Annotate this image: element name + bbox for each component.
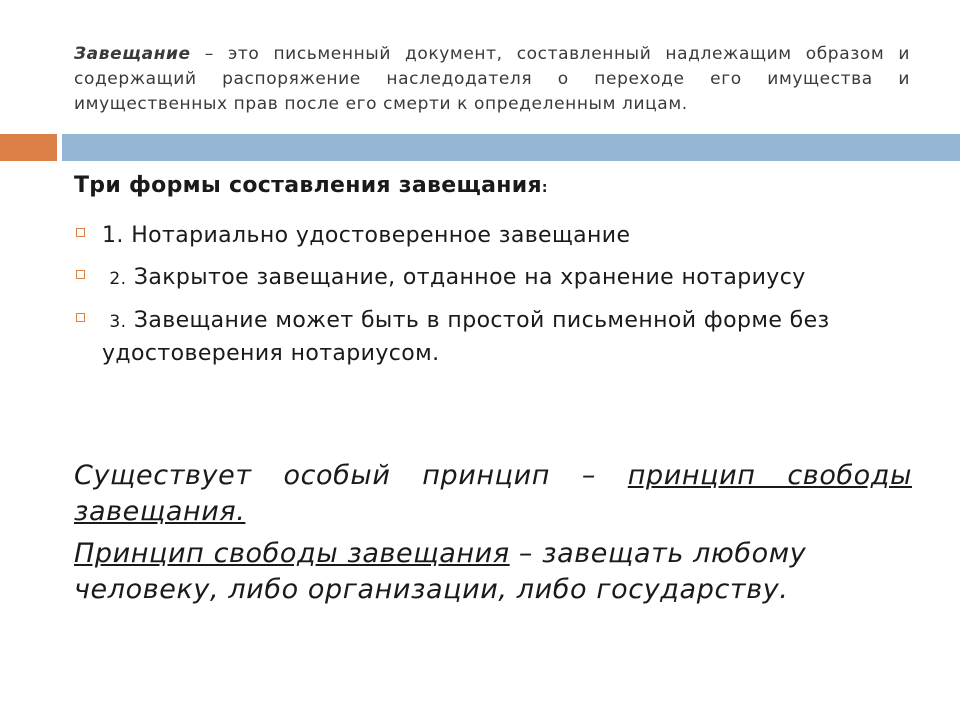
- principle-statement: [74, 458, 912, 530]
- list-item: [74, 305, 924, 369]
- principle-dash: –: [550, 460, 628, 491]
- section-heading-text: Три формы составления завещания: [74, 173, 542, 198]
- square-bullet-icon: [76, 313, 85, 322]
- list-item-text: Нотариально удостоверенное завещание: [123, 223, 631, 248]
- principle-definition-dash: –: [509, 538, 543, 569]
- list-item-number: 1.: [102, 223, 124, 248]
- list-item: [74, 262, 924, 295]
- principle-intro: Существует особый принцип: [74, 460, 551, 491]
- square-bullet-icon: [76, 270, 85, 279]
- list-item-text: Завещание может быть в простой письменной форме без удостоверения нотариусом.: [102, 308, 830, 366]
- list-item-number: 3.: [109, 312, 127, 332]
- list-item-number: 2.: [109, 269, 127, 289]
- section-heading: [74, 173, 548, 198]
- principle-definition: [74, 536, 912, 608]
- definition-term: Завещание: [74, 44, 191, 64]
- principle-definition-term: Принцип свободы завещания: [74, 538, 510, 569]
- accent-bar-orange: [0, 134, 57, 161]
- definition-dash: –: [190, 44, 228, 64]
- forms-list: [74, 220, 924, 379]
- principle-definition-text: завещать любому человеку, либо организации, либо государству.: [74, 538, 807, 605]
- principle-block: [74, 458, 912, 608]
- list-item: [74, 220, 924, 251]
- definition-text: это письменный документ, составленный надлежащим образом и содержащий распоряжение наследодателя о переходе его имущества и имущественных прав после его смерти к определенным лицам.: [74, 44, 911, 114]
- list-item-text: Закрытое завещание, отданное на хранение нотариусу: [126, 265, 806, 290]
- square-bullet-icon: [76, 228, 85, 237]
- principle-name: принцип свободы завещания.: [74, 460, 912, 527]
- accent-bar-blue: [62, 134, 960, 161]
- definition-paragraph: [74, 42, 910, 117]
- section-heading-colon: :: [541, 180, 548, 196]
